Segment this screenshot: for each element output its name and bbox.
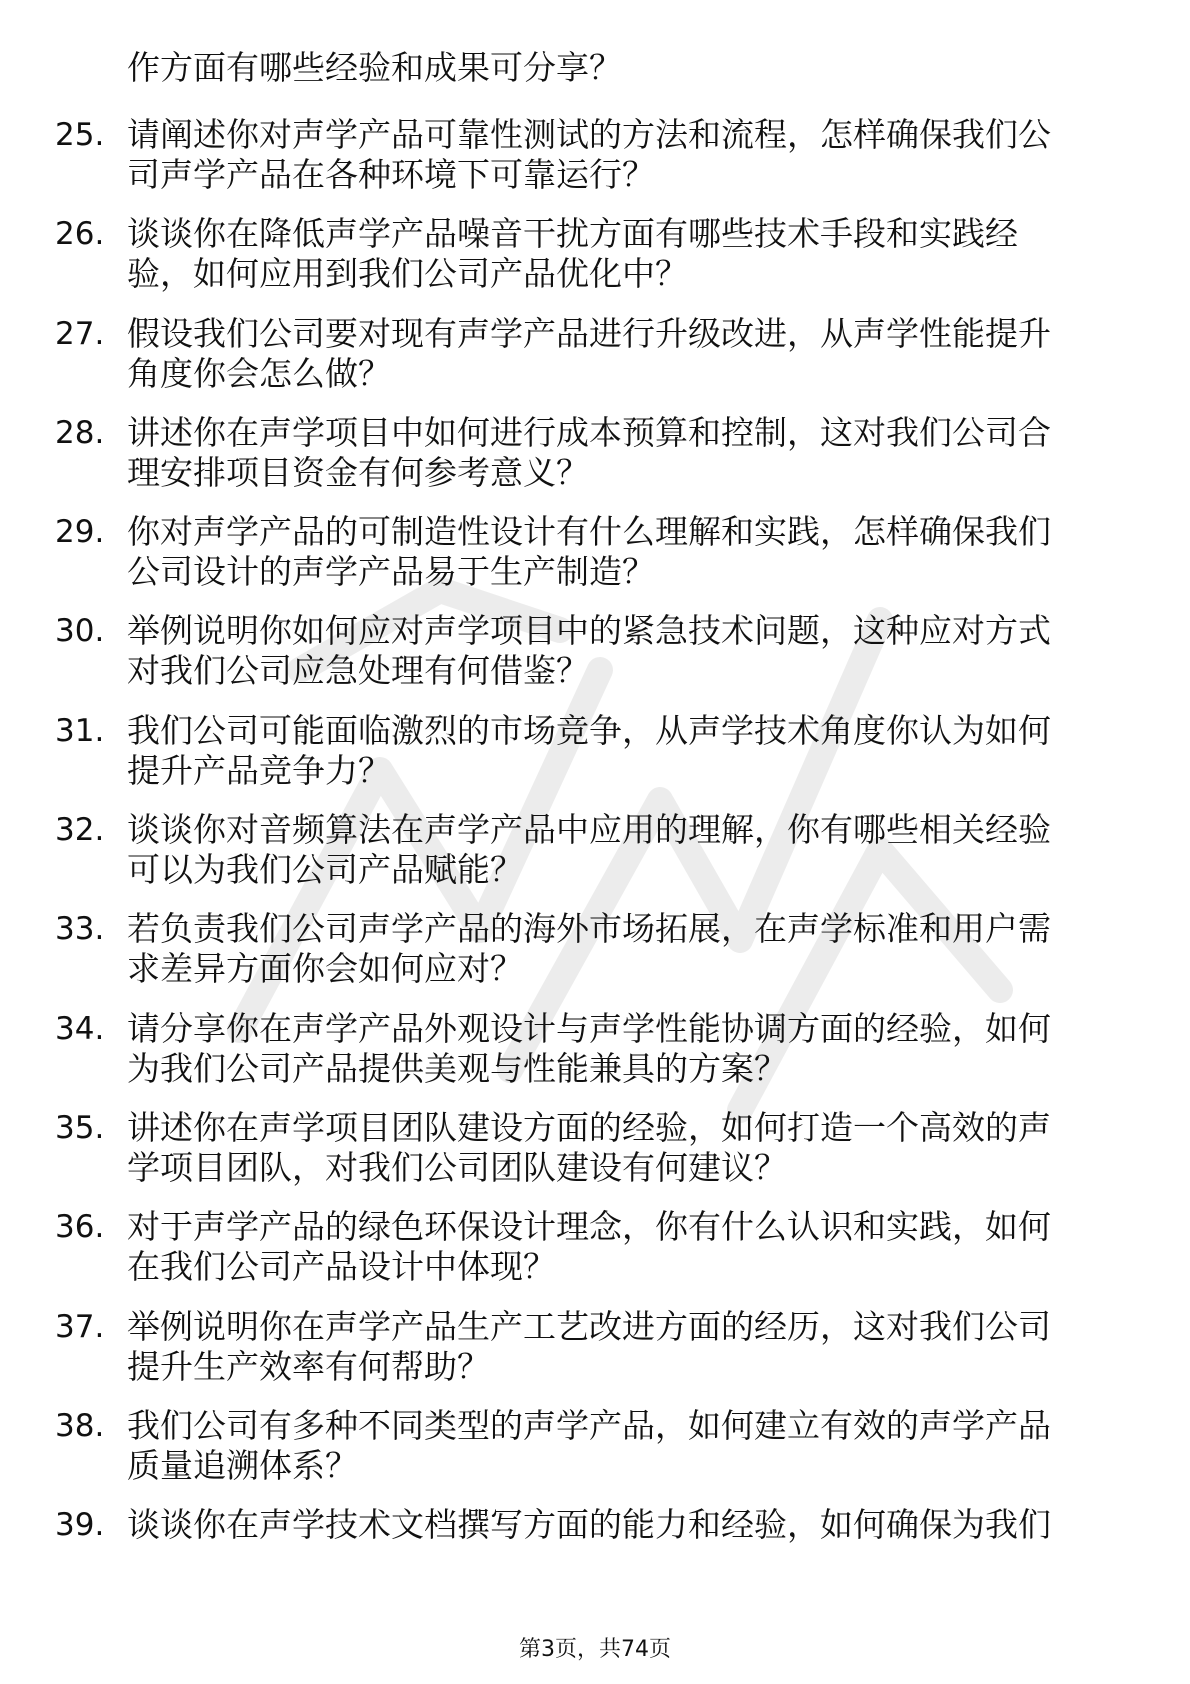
list-item <box>55 808 1135 907</box>
continuation-text: 作方面有哪些经验和成果可分享？ <box>127 48 622 87</box>
item-number: 31. <box>55 712 105 749</box>
item-text-line: 司声学产品在各种环境下可靠运行？ <box>127 155 655 194</box>
item-text-line: 为我们公司产品提供美观与性能兼具的方案？ <box>127 1048 787 1088</box>
list-item <box>55 1404 1135 1503</box>
item-text-line: 若负责我们公司声学产品的海外市场拓展，在声学标准和用户需 <box>127 909 1051 949</box>
item-number: 37. <box>55 1308 105 1345</box>
item-number: 39. <box>55 1507 105 1544</box>
item-number: 38. <box>55 1407 105 1444</box>
item-text-line: 角度你会怎么做？ <box>127 353 391 393</box>
item-number: 27. <box>55 315 105 352</box>
item-number: 25. <box>55 117 105 153</box>
item-text-line: 对我们公司应急处理有何借鉴？ <box>127 651 589 691</box>
item-text-line: 验，如何应用到我们公司产品优化中？ <box>127 254 688 294</box>
question-list <box>55 113 1135 1602</box>
item-text-line: 谈谈你在声学技术文档撰写方面的能力和经验，如何确保为我们 <box>127 1505 1051 1545</box>
item-number: 35. <box>55 1109 105 1146</box>
item-number: 33. <box>55 911 105 948</box>
item-text-line: 提升生产效率有何帮助？ <box>127 1346 490 1386</box>
item-number: 32. <box>55 812 105 849</box>
item-text-line: 提升产品竞争力？ <box>127 750 391 790</box>
list-item <box>55 709 1135 808</box>
item-text-line: 谈谈你对音频算法在声学产品中应用的理解，你有哪些相关经验 <box>127 810 1051 850</box>
list-item <box>55 411 1135 510</box>
list-item <box>55 907 1135 1006</box>
item-text-line: 请分享你在声学产品外观设计与声学性能协调方面的经验，如何 <box>127 1008 1051 1048</box>
list-item <box>55 312 1135 411</box>
list-item <box>55 1106 1135 1205</box>
item-text-line: 假设我们公司要对现有声学产品进行升级改进，从声学性能提升 <box>127 313 1051 353</box>
item-text-line: 学项目团队，对我们公司团队建设有何建议？ <box>127 1147 787 1187</box>
item-number: 28. <box>55 414 105 451</box>
item-text-line: 对于声学产品的绿色环保设计理念，你有什么认识和实践，如何 <box>127 1207 1051 1247</box>
item-number: 34. <box>55 1010 105 1047</box>
list-item <box>55 1305 1135 1404</box>
item-number: 30. <box>55 613 105 650</box>
item-number: 29. <box>55 514 105 551</box>
item-text-line: 讲述你在声学项目团队建设方面的经验，如何打造一个高效的声 <box>127 1107 1051 1147</box>
page-footer: 第3页，共74页 <box>519 1637 671 1662</box>
list-item <box>55 212 1135 311</box>
item-number: 26. <box>55 216 105 253</box>
item-text-line: 谈谈你在降低声学产品噪音干扰方面有哪些技术手段和实践经 <box>127 214 1018 254</box>
list-item <box>55 1205 1135 1304</box>
item-text-line: 求差异方面你会如何应对？ <box>127 949 523 989</box>
item-text-line: 你对声学产品的可制造性设计有什么理解和实践，怎样确保我们 <box>127 512 1051 552</box>
list-item <box>55 609 1135 708</box>
item-text-line: 请阐述你对声学产品可靠性测试的方法和流程，怎样确保我们公 <box>127 115 1051 154</box>
item-number: 36. <box>55 1209 105 1246</box>
list-item <box>55 113 1135 212</box>
item-text-line: 我们公司有多种不同类型的声学产品，如何建立有效的声学产品 <box>127 1405 1051 1445</box>
item-text-line: 可以为我们公司产品赋能？ <box>127 850 523 890</box>
item-text-line: 我们公司可能面临激烈的市场竞争，从声学技术角度你认为如何 <box>127 710 1051 750</box>
item-text-line: 理安排项目资金有何参考意义？ <box>127 452 589 492</box>
item-text-line: 举例说明你在声学产品生产工艺改进方面的经历，这对我们公司 <box>127 1306 1051 1346</box>
item-text-line: 讲述你在声学项目中如何进行成本预算和控制，这对我们公司合 <box>127 412 1051 452</box>
item-text-line: 举例说明你如何应对声学项目中的紧急技术问题，这种应对方式 <box>127 611 1051 651</box>
list-item <box>55 510 1135 609</box>
item-text-line: 公司设计的声学产品易于生产制造？ <box>127 552 655 592</box>
list-item <box>55 1007 1135 1106</box>
item-text-line: 在我们公司产品设计中体现？ <box>127 1247 556 1287</box>
list-item <box>55 1503 1135 1602</box>
item-text-line: 质量追溯体系？ <box>127 1445 358 1485</box>
